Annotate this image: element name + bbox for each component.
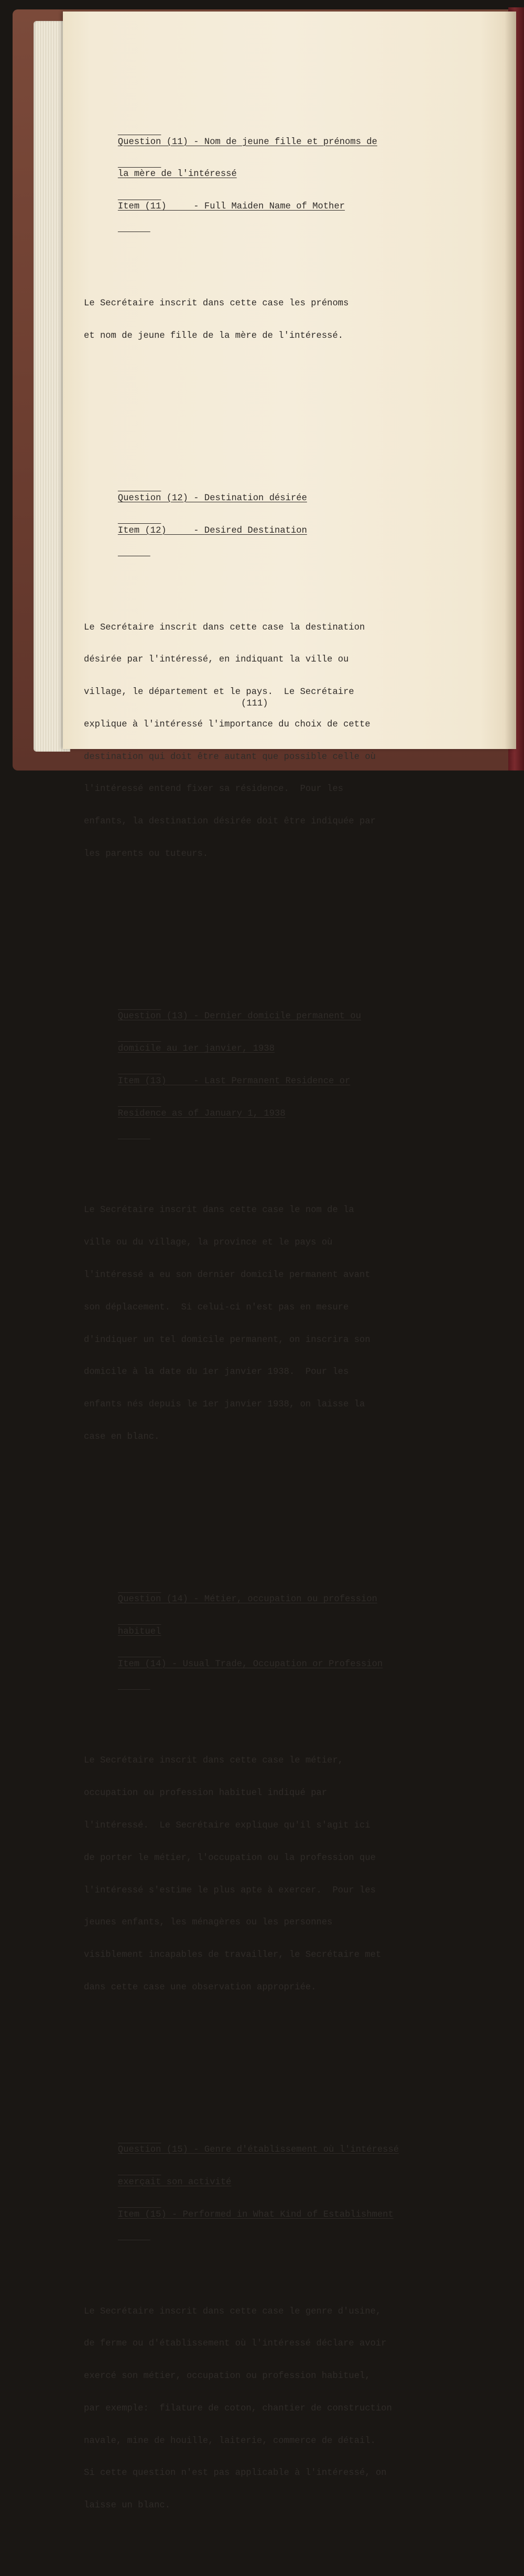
section-12 — [84, 461, 461, 903]
body-line: Le Secrétaire inscrit dans cette case le métier, — [84, 1756, 344, 1766]
heading-line: Question (12) - Destination désirée — [117, 493, 307, 503]
body-line: dans cette case une observation appropriée. — [84, 1982, 316, 1992]
section-body — [84, 601, 461, 881]
body-line: exercé son métier, occupation ou profession habituel, — [84, 2371, 370, 2382]
body-line: laisse un blanc. — [84, 2501, 171, 2511]
body-line: d'indiquer un tel domicile permanent, on inscrira son — [84, 1335, 370, 1345]
section-body — [84, 277, 461, 364]
body-line: son déplacement. Si celui-ci n'est pas en mesure — [84, 1302, 349, 1313]
body-line: l'intéressé entend fixer sa résidence. Pour les — [84, 784, 344, 795]
section-heading — [118, 472, 307, 558]
body-line: village, le département et le pays. Le Secrétaire — [84, 687, 354, 698]
body-line: désirée par l'intéressé, en indiquant la ville ou — [84, 655, 349, 665]
heading-line: Item (11) - Full Maiden Name of Mother — [117, 202, 345, 212]
section-15 — [84, 2112, 461, 2555]
page-content — [84, 72, 461, 2576]
heading-line: Item (12) - Desired Destination — [117, 525, 307, 536]
body-line: de ferme ou d'établissement où l'intéressé déclare avoir — [84, 2339, 387, 2349]
section-heading — [118, 1573, 383, 1692]
body-line: Le Secrétaire inscrit dans cette case le nom de la — [84, 1205, 354, 1216]
body-line: Le Secrétaire inscrit dans cette case le genre d'usine, — [84, 2306, 381, 2317]
heading-line: Question (14) - Métier, occupation ou profession — [117, 1594, 377, 1605]
heading-line: habituel — [117, 1626, 161, 1637]
heading-line: Question (15) - Genre d'établissement où l'intéressé — [117, 2145, 399, 2155]
body-line: Si cette question n'est pas applicable à l'intéressé, on — [84, 2468, 387, 2479]
section-13 — [84, 979, 461, 1486]
body-line: Le Secrétaire inscrit dans cette case la destination — [84, 622, 365, 633]
heading-line: domicile au 1er janvier, 1938 — [117, 1044, 275, 1054]
heading-line: Question (11) - Nom de jeune fille et prénoms de — [117, 137, 377, 147]
section-14 — [84, 1562, 461, 2036]
body-line: l'intéressé s'estime le plus apte à exercer. Pour les — [84, 1885, 376, 1896]
section-heading — [118, 990, 361, 1141]
section-heading — [118, 115, 377, 234]
section-body — [84, 1184, 461, 1464]
heading-line: Residence as of January 1, 1938 — [117, 1108, 286, 1119]
heading-line: Question (13) - Dernier domicile permanent ou — [117, 1011, 362, 1022]
heading-line: Item (15) - Performed in What Kind of Establishment — [117, 2209, 394, 2220]
body-line: les parents ou tuteurs. — [84, 849, 209, 859]
body-line: enfants, la destination désirée doit être indiquée par — [84, 817, 376, 827]
page-gutter — [505, 12, 516, 749]
section-heading — [118, 2123, 399, 2242]
body-line: enfants nés depuis le 1er janvier 1938, on laisse la — [84, 1400, 365, 1410]
body-line: et nom de jeune fille de la mère de l'intéressé. — [84, 331, 344, 341]
body-line: case en blanc. — [84, 1432, 160, 1442]
heading-line: Item (14) - Usual Trade, Occupation or Profession — [117, 1659, 383, 1669]
body-line: navale, mine de houille, laiterie, commerce de détail. — [84, 2436, 376, 2446]
body-line: visiblement incapables de travailler, le Secrétaire met — [84, 1950, 381, 1961]
body-line: explique à l'intéressé l'importance du choix de cette — [84, 719, 370, 730]
body-line: Le Secrétaire inscrit dans cette case les prénoms — [84, 298, 349, 309]
body-line: destination qui doit être autant que possible celle où — [84, 752, 376, 762]
body-line: domicile à la date du 1er janvier 1938. Pour les — [84, 1367, 349, 1378]
heading-line: la mère de l'intéressé — [117, 169, 237, 180]
heading-line: Item (13) - Last Permanent Residence or — [117, 1076, 351, 1086]
body-line: jeunes enfants, les ménagères ou les personnes — [84, 1918, 333, 1928]
section-11 — [84, 105, 461, 385]
body-line: l'intéressé a eu son dernier domicile permanent avant — [84, 1270, 370, 1280]
section-body — [84, 2285, 461, 2533]
body-line: l'intéressé. Le Secrétaire explique qu'il s'agit ici — [84, 1821, 370, 1831]
page-number: (111) — [241, 699, 268, 709]
body-line: par exemple: filature de coton, chantier de construction — [84, 2403, 392, 2414]
section-body — [84, 1734, 461, 2014]
body-line: de porter le métier, l'occupation ou la profession que — [84, 1853, 376, 1863]
body-line: occupation ou profession habituel indiqué par — [84, 1788, 328, 1799]
heading-line: exerçait son activité — [117, 2177, 232, 2188]
body-line: ville ou du village, la province et le pays où — [84, 1238, 333, 1248]
